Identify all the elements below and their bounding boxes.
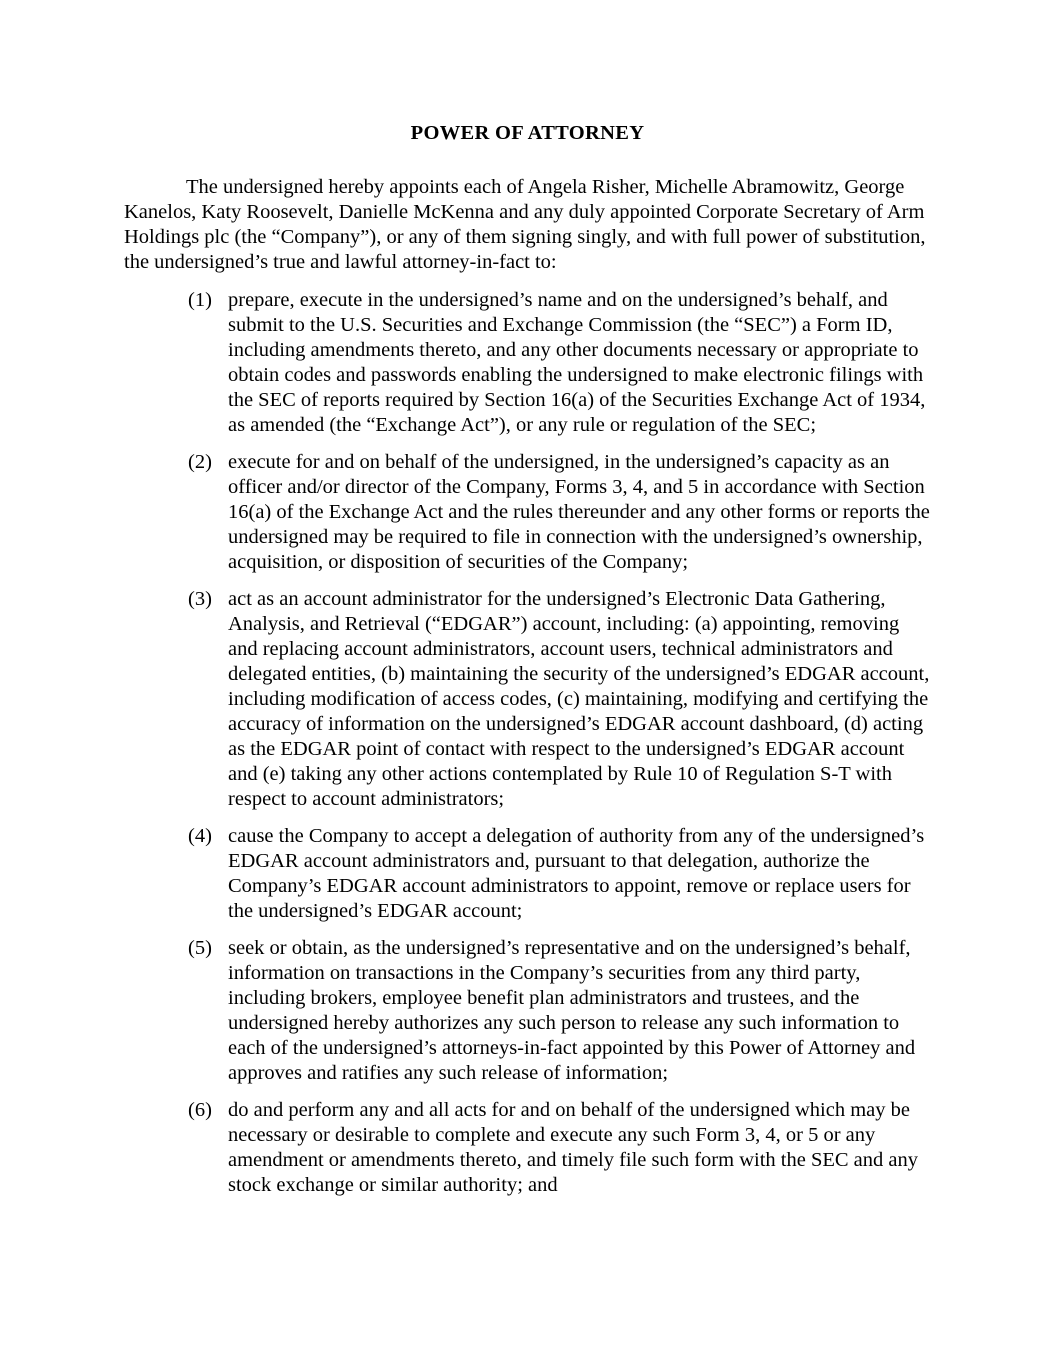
list-item-number: (1) [188, 289, 212, 311]
list-item-text: prepare, execute in the undersigned’s name and on the undersigned’s behalf, and submit to the U.S. Securities and Exchange Commission (the “SEC”) a Form ID, including amendments thereto, and any other documents necessary or appropriate to obtain codes and passwords enabling the undersigned to make electronic filings with the SEC of reports required by Section 16(a) of the Securities Exchange Act of 1934, as amended (the “Exchange Act”), or any rule or regulation of the SEC; [228, 289, 926, 436]
list-item-number: (3) [188, 588, 212, 610]
list-item [124, 587, 931, 812]
list-item [124, 824, 931, 924]
list-item-text: seek or obtain, as the undersigned’s representative and on the undersigned’s behalf, information on transactions in the Company’s securities from any third party, including brokers, employee benefit plan administrators and trustees, and the undersigned hereby authorizes any such person to release any such information to each of the undersigned’s attorneys-in-fact appointed by this Power of Attorney and approves and ratifies any such release of information; [228, 937, 916, 1084]
list-item [124, 1098, 931, 1198]
list-item [124, 288, 931, 438]
page-title: POWER OF ATTORNEY [410, 122, 645, 144]
list-item-text: act as an account administrator for the undersigned’s Electronic Data Gathering, Analysis, and Retrieval (“EDGAR”) account, including: (a) appointing, removing and replacing account administrators, account users, technical administrators and delegated entities, (b) maintaining the security of the undersigned’s EDGAR account, including modification of access codes, (c) maintaining, modifying and certifying the accuracy of information on the undersigned’s EDGAR account dashboard, (d) acting as the EDGAR point of contact with respect to the undersigned’s EDGAR account and (e) taking any other actions contemplated by Rule 10 of Regulation S-T with respect to account administrators; [228, 588, 930, 810]
list-item-text: cause the Company to accept a delegation of authority from any of the undersigned’s EDGAR account administrators and, pursuant to that delegation, authorize the Company’s EDGAR account administrators to appoint, remove or replace users for the undersigned’s EDGAR account; [228, 825, 925, 922]
intro-paragraph: The undersigned hereby appoints each of Angela Risher, Michelle Abramowitz, George Kanelos, Katy Roosevelt, Danielle McKenna and any duly appointed Corporate Secretary of Arm Holdings plc (the “Company”), or any of them signing singly, and with full power of substitution, the undersigned’s true and lawful attorney-in-fact to: [124, 176, 926, 273]
list-item [124, 450, 931, 575]
numbered-list [124, 288, 931, 1198]
list-item-number: (5) [188, 937, 212, 959]
list-item [124, 936, 931, 1086]
list-item-number: (2) [188, 451, 212, 473]
list-item-number: (6) [188, 1099, 212, 1121]
list-item-number: (4) [188, 825, 212, 847]
list-item-text: do and perform any and all acts for and on behalf of the undersigned which may be necessary or desirable to complete and execute any such Form 3, 4, or 5 or any amendment or amendments thereto, and timely file such form with the SEC and any stock exchange or similar authority; and [228, 1099, 918, 1196]
list-item-text: execute for and on behalf of the undersigned, in the undersigned’s capacity as an officer and/or director of the Company, Forms 3, 4, and 5 in accordance with Section 16(a) of the Exchange Act and the rules thereunder and any other forms or reports the undersigned may be required to file in connection with the undersigned’s ownership, acquisition, or disposition of securities of the Company; [228, 451, 930, 573]
